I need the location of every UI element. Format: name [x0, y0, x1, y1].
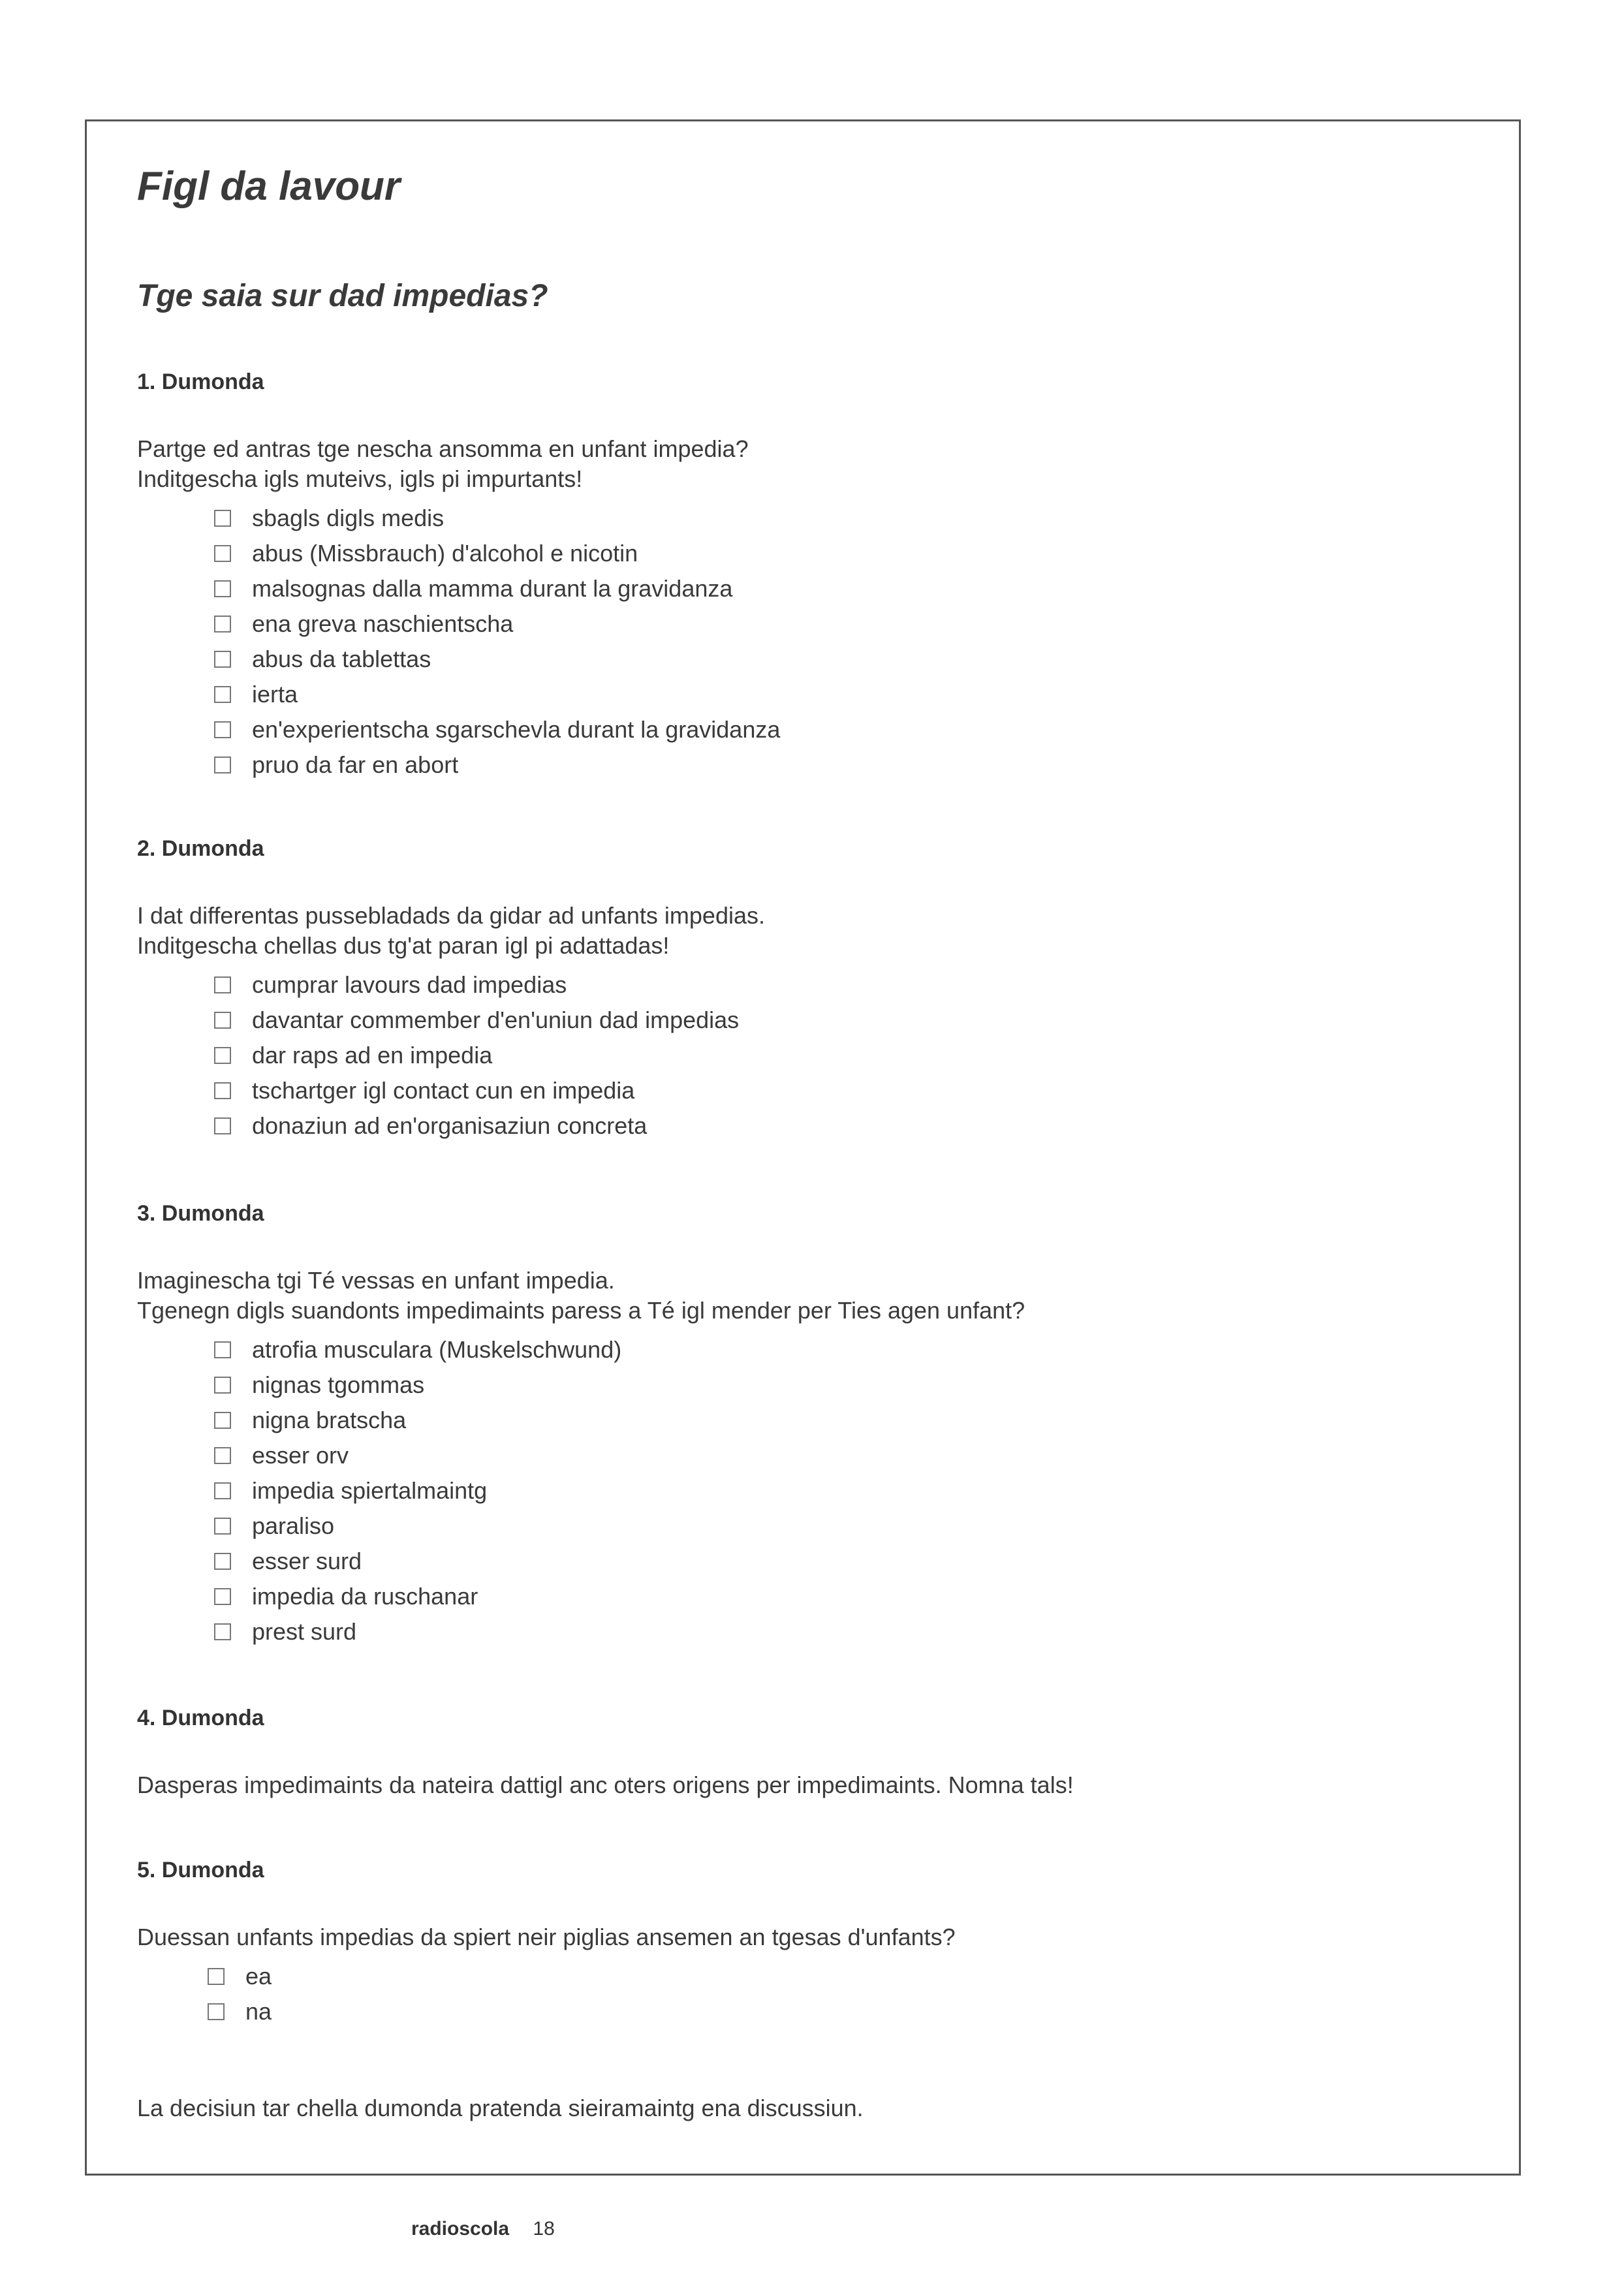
option-label: tschartger igl contact cun en impedia: [252, 1077, 635, 1104]
option-item: [214, 1003, 1482, 1038]
page-footer: [411, 2218, 555, 2240]
option-list: [137, 1332, 1482, 1649]
option-list: [137, 967, 1482, 1144]
option-item: [214, 1508, 1482, 1544]
checkbox[interactable]: [214, 1117, 231, 1134]
option-label: sbagls digls medis: [252, 505, 445, 531]
option-label: abus (Missbrauch) d'alcohol e nicotin: [252, 540, 638, 567]
checkbox[interactable]: [214, 651, 231, 668]
option-item: [208, 1994, 1482, 2029]
question-3: [137, 1201, 1482, 1649]
checkbox[interactable]: [214, 686, 231, 703]
question-heading: 5. Dumonda: [137, 1858, 264, 1882]
checkbox[interactable]: [214, 1447, 231, 1464]
option-item: [214, 501, 1482, 536]
checkbox[interactable]: [214, 580, 231, 597]
option-item: [214, 677, 1482, 712]
option-label: nignas tgommas: [252, 1371, 425, 1398]
question-text-line: Inditgescha chellas dus tg'at paran igl pi adattadas!: [137, 932, 670, 959]
option-label: prest surd: [252, 1618, 357, 1645]
checkbox[interactable]: [214, 1341, 231, 1358]
question-text-line: Tgenegn digls suandonts impedimaints paress a Té igl mender per Ties agen unfant?: [137, 1297, 1025, 1324]
option-item: [214, 1073, 1482, 1108]
closing-note: La decisiun tar chella dumonda pratenda sieiramaintg ena discussiun.: [137, 2095, 864, 2121]
option-label: na: [245, 1998, 272, 2025]
option-item: [214, 571, 1482, 606]
option-item: [214, 642, 1482, 677]
checkbox[interactable]: [208, 1968, 225, 1985]
checkbox[interactable]: [214, 1012, 231, 1029]
option-item: [214, 1367, 1482, 1403]
option-label: en'experientscha sgarschevla durant la gravidanza: [252, 716, 781, 743]
checkbox[interactable]: [208, 2003, 225, 2020]
question-text-line: Inditgescha igls muteivs, igls pi impurtants!: [137, 465, 583, 492]
checkbox[interactable]: [214, 545, 231, 562]
option-label: esser surd: [252, 1548, 362, 1574]
checkbox[interactable]: [214, 1553, 231, 1570]
checkbox[interactable]: [214, 510, 231, 527]
worksheet-title: Figl da lavour: [137, 164, 401, 209]
question-text-line: Imaginescha tgi Té vessas en unfant impedia.: [137, 1267, 615, 1294]
option-item: [214, 1038, 1482, 1073]
option-label: davantar commember d'en'uniun dad impedias: [252, 1007, 740, 1033]
checkbox[interactable]: [214, 1482, 231, 1499]
checkbox[interactable]: [214, 757, 231, 773]
question-text-line: I dat differentas pussebladads da gidar ad unfants impedias.: [137, 902, 765, 929]
option-label: ea: [245, 1963, 272, 1990]
checkbox[interactable]: [214, 1412, 231, 1429]
question-text-line: Duessan unfants impedias da spiert neir piglias ansemen an tgesas d'unfants?: [137, 1924, 956, 1950]
option-label: paraliso: [252, 1512, 335, 1539]
option-label: abus da tablettas: [252, 646, 431, 672]
worksheet-subtitle: Tge saia sur dad impedias?: [137, 279, 548, 313]
worksheet-content: [137, 163, 1482, 2122]
question-heading: 1. Dumonda: [137, 369, 264, 394]
checkbox[interactable]: [214, 721, 231, 738]
question-1: [137, 369, 1482, 783]
option-item: [214, 967, 1482, 1003]
checkbox[interactable]: [214, 976, 231, 993]
option-item: [214, 747, 1482, 783]
option-label: pruo da far en abort: [252, 751, 459, 778]
checkbox[interactable]: [214, 1047, 231, 1064]
checkbox[interactable]: [214, 1377, 231, 1394]
option-label: malsognas dalla mamma durant la gravidanza: [252, 575, 733, 602]
checkbox[interactable]: [214, 1623, 231, 1640]
option-label: ierta: [252, 681, 298, 708]
checkbox[interactable]: [214, 1588, 231, 1605]
option-label: impedia da ruschanar: [252, 1583, 478, 1610]
option-label: nigna bratscha: [252, 1407, 407, 1433]
option-item: [214, 1438, 1482, 1473]
option-list: [137, 1959, 1482, 2029]
checkbox[interactable]: [214, 616, 231, 632]
option-label: atrofia musculara (Muskelschwund): [252, 1336, 622, 1363]
option-list: [137, 501, 1482, 783]
option-item: [214, 1614, 1482, 1649]
option-item: [214, 606, 1482, 642]
option-label: impedia spiertalmaintg: [252, 1477, 488, 1504]
question-heading: 3. Dumonda: [137, 1201, 264, 1226]
option-label: dar raps ad en impedia: [252, 1042, 493, 1069]
option-item: [214, 1332, 1482, 1367]
question-5: [137, 1858, 1482, 2029]
question-4: [137, 1706, 1482, 1800]
option-item: [214, 1108, 1482, 1144]
option-item: [208, 1959, 1482, 1994]
option-label: esser orv: [252, 1442, 349, 1469]
option-label: donaziun ad en'organisaziun concreta: [252, 1112, 648, 1139]
question-heading: 2. Dumonda: [137, 836, 264, 861]
option-label: ena greva naschientscha: [252, 610, 514, 637]
checkbox[interactable]: [214, 1082, 231, 1099]
option-item: [214, 1473, 1482, 1508]
checkbox[interactable]: [214, 1518, 231, 1535]
question-heading: 4. Dumonda: [137, 1706, 264, 1730]
option-item: [214, 536, 1482, 571]
question-text-line: Partge ed antras tge nescha ansomma en unfant impedia?: [137, 435, 749, 462]
footer-brand: radioscola: [411, 2218, 510, 2240]
option-label: cumprar lavours dad impedias: [252, 971, 567, 998]
option-item: [214, 712, 1482, 747]
question-text-line: Dasperas impedimaints da nateira dattigl anc oters origens per impedimaints. Nomna tals!: [137, 1772, 1074, 1798]
option-item: [214, 1544, 1482, 1579]
option-item: [214, 1579, 1482, 1614]
question-2: [137, 836, 1482, 1144]
page-number: 18: [533, 2218, 555, 2240]
option-item: [214, 1403, 1482, 1438]
